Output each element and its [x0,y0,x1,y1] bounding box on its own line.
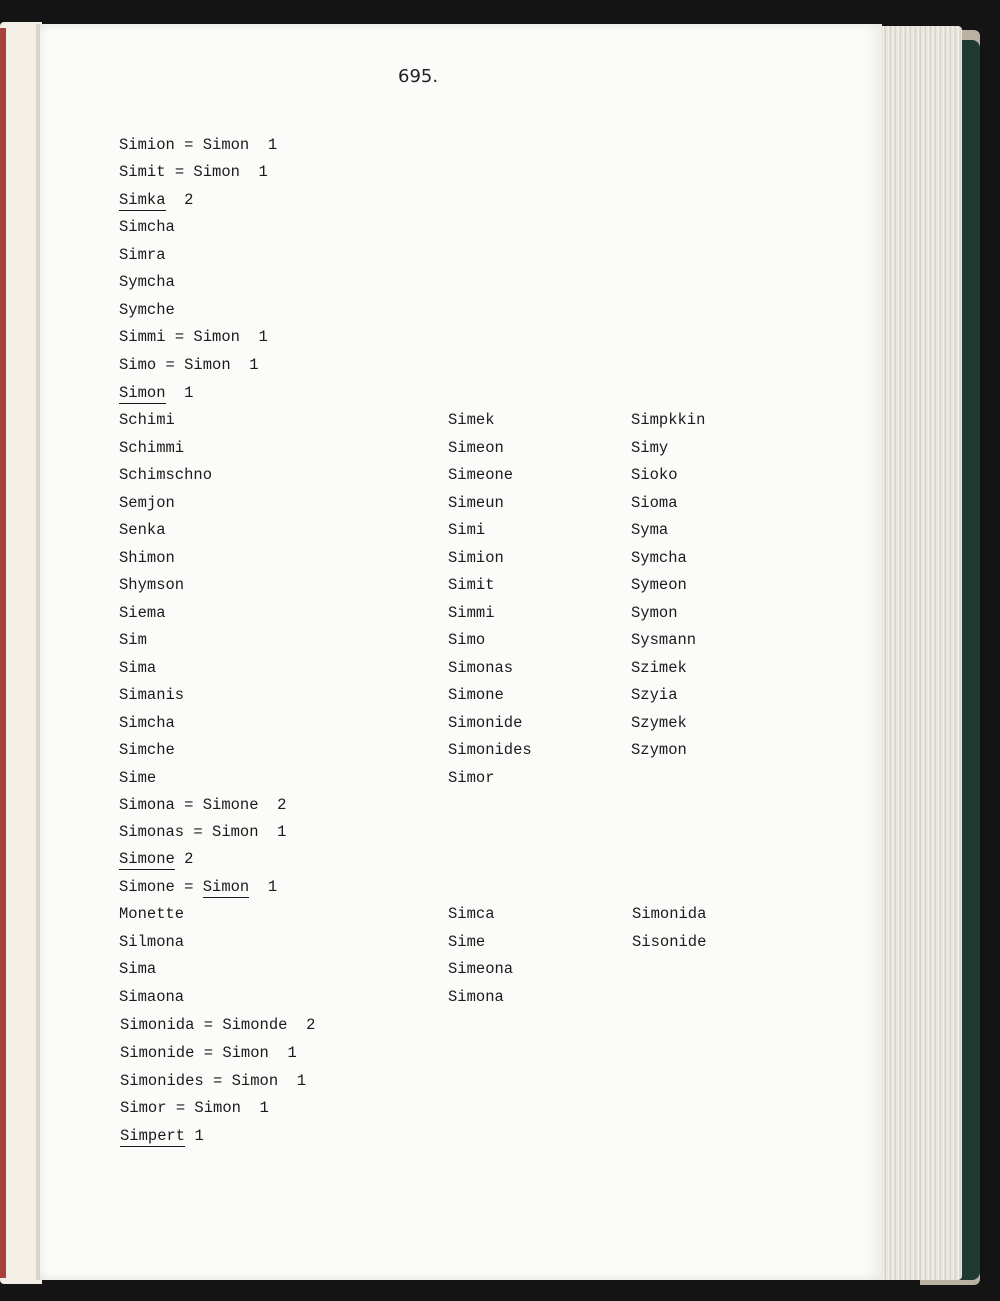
entry-line: Simone = Simon 1 [119,878,278,896]
variant-name: Shymson [119,576,185,594]
page-gutter [36,24,40,1280]
entry-line: Simo = Simon 1 [119,356,259,374]
entry-line: Simra [119,246,166,264]
variant-name: Simcha [119,713,175,732]
variant-name: Simeun [448,493,504,512]
variant-name: Simeone [448,466,514,484]
variant-name: Szymek [631,713,687,732]
headword: Simon [119,384,166,402]
variant-name: Simonida [632,905,707,923]
variant-name: Simit [448,576,495,594]
variant-name: Schimi [119,411,175,429]
entry-line: Simion = Simon 1 [119,136,278,154]
entry-line: Simona = Simone 2 [119,796,287,814]
variant-name: Simonide [448,713,523,732]
variant-name: Simi [448,521,486,539]
variant-name: Semjon [119,493,175,512]
page-number: 695. [398,66,439,87]
variant-name: Simche [119,741,175,759]
variant-name: Shimon [119,548,175,567]
variant-name: Symcha [631,548,687,567]
entry-line: Symche [119,301,175,319]
variant-name: Schimmi [119,438,185,457]
headword: Simon [202,878,250,896]
page-edges [872,26,962,1280]
variant-name: Simor [448,768,495,787]
variant-name: Simona [448,987,504,1006]
variant-name: Senka [119,521,166,539]
variant-name: Siema [119,603,166,622]
headword: Simka [119,191,166,209]
variant-name: Symeon [631,576,687,594]
variant-name: Sioko [631,466,678,484]
entry-line: Simmi = Simon 1 [119,328,268,346]
variant-name: Sim [119,631,147,649]
variant-name: Simanis [119,686,185,704]
entry-line: Simit = Simon 1 [119,163,268,181]
entry-line: Simka 2 [119,191,194,209]
variant-name: Sima [119,658,157,677]
book-spine-edge [0,28,6,1278]
variant-name: Szyia [631,686,678,704]
variant-name: Simo [448,631,486,649]
variant-name: Simek [448,411,495,429]
headword: Simone [119,850,175,868]
variant-name: Sime [119,768,157,787]
variant-name: Sisonide [632,932,707,951]
variant-name: Silmona [119,932,185,951]
variant-name: Syma [631,521,669,539]
variant-name: Sime [448,932,486,951]
variant-name: Sioma [631,493,678,512]
variant-name: Szymon [631,741,687,759]
variant-name: Sima [119,960,157,979]
variant-name: Simeon [448,438,504,457]
entry-line: Simonides = Simon 1 [120,1072,307,1090]
entry-line: Simpert 1 [120,1127,204,1145]
entry-line: Simonide = Simon 1 [120,1044,297,1062]
variant-name: Simion [448,548,504,567]
variant-name: Simonides [448,741,532,759]
variant-name: Monette [119,905,185,923]
entry-line: Simcha [119,218,175,236]
variant-name: Simpkkin [631,411,706,429]
book-page [36,24,882,1280]
variant-name: Simca [448,905,495,923]
variant-name: Szimek [631,658,687,677]
variant-name: Simeona [448,960,514,979]
variant-name: Symon [631,603,678,622]
entry-line: Simone 2 [119,850,194,868]
entry-line: Simonida = Simonde 2 [120,1016,316,1034]
variant-name: Sysmann [631,631,697,649]
variant-name: Simonas [448,658,514,677]
variant-name: Simone [448,686,504,704]
variant-name: Simaona [119,987,185,1006]
entry-line: Simor = Simon 1 [120,1099,269,1117]
entry-line: Simon 1 [119,384,194,402]
variant-name: Simy [631,438,669,457]
entry-line: Simonas = Simon 1 [119,823,287,841]
variant-name: Schimschno [119,466,213,484]
variant-name: Simmi [448,603,495,622]
headword: Simpert [120,1127,186,1145]
entry-line: Symcha [119,273,175,291]
